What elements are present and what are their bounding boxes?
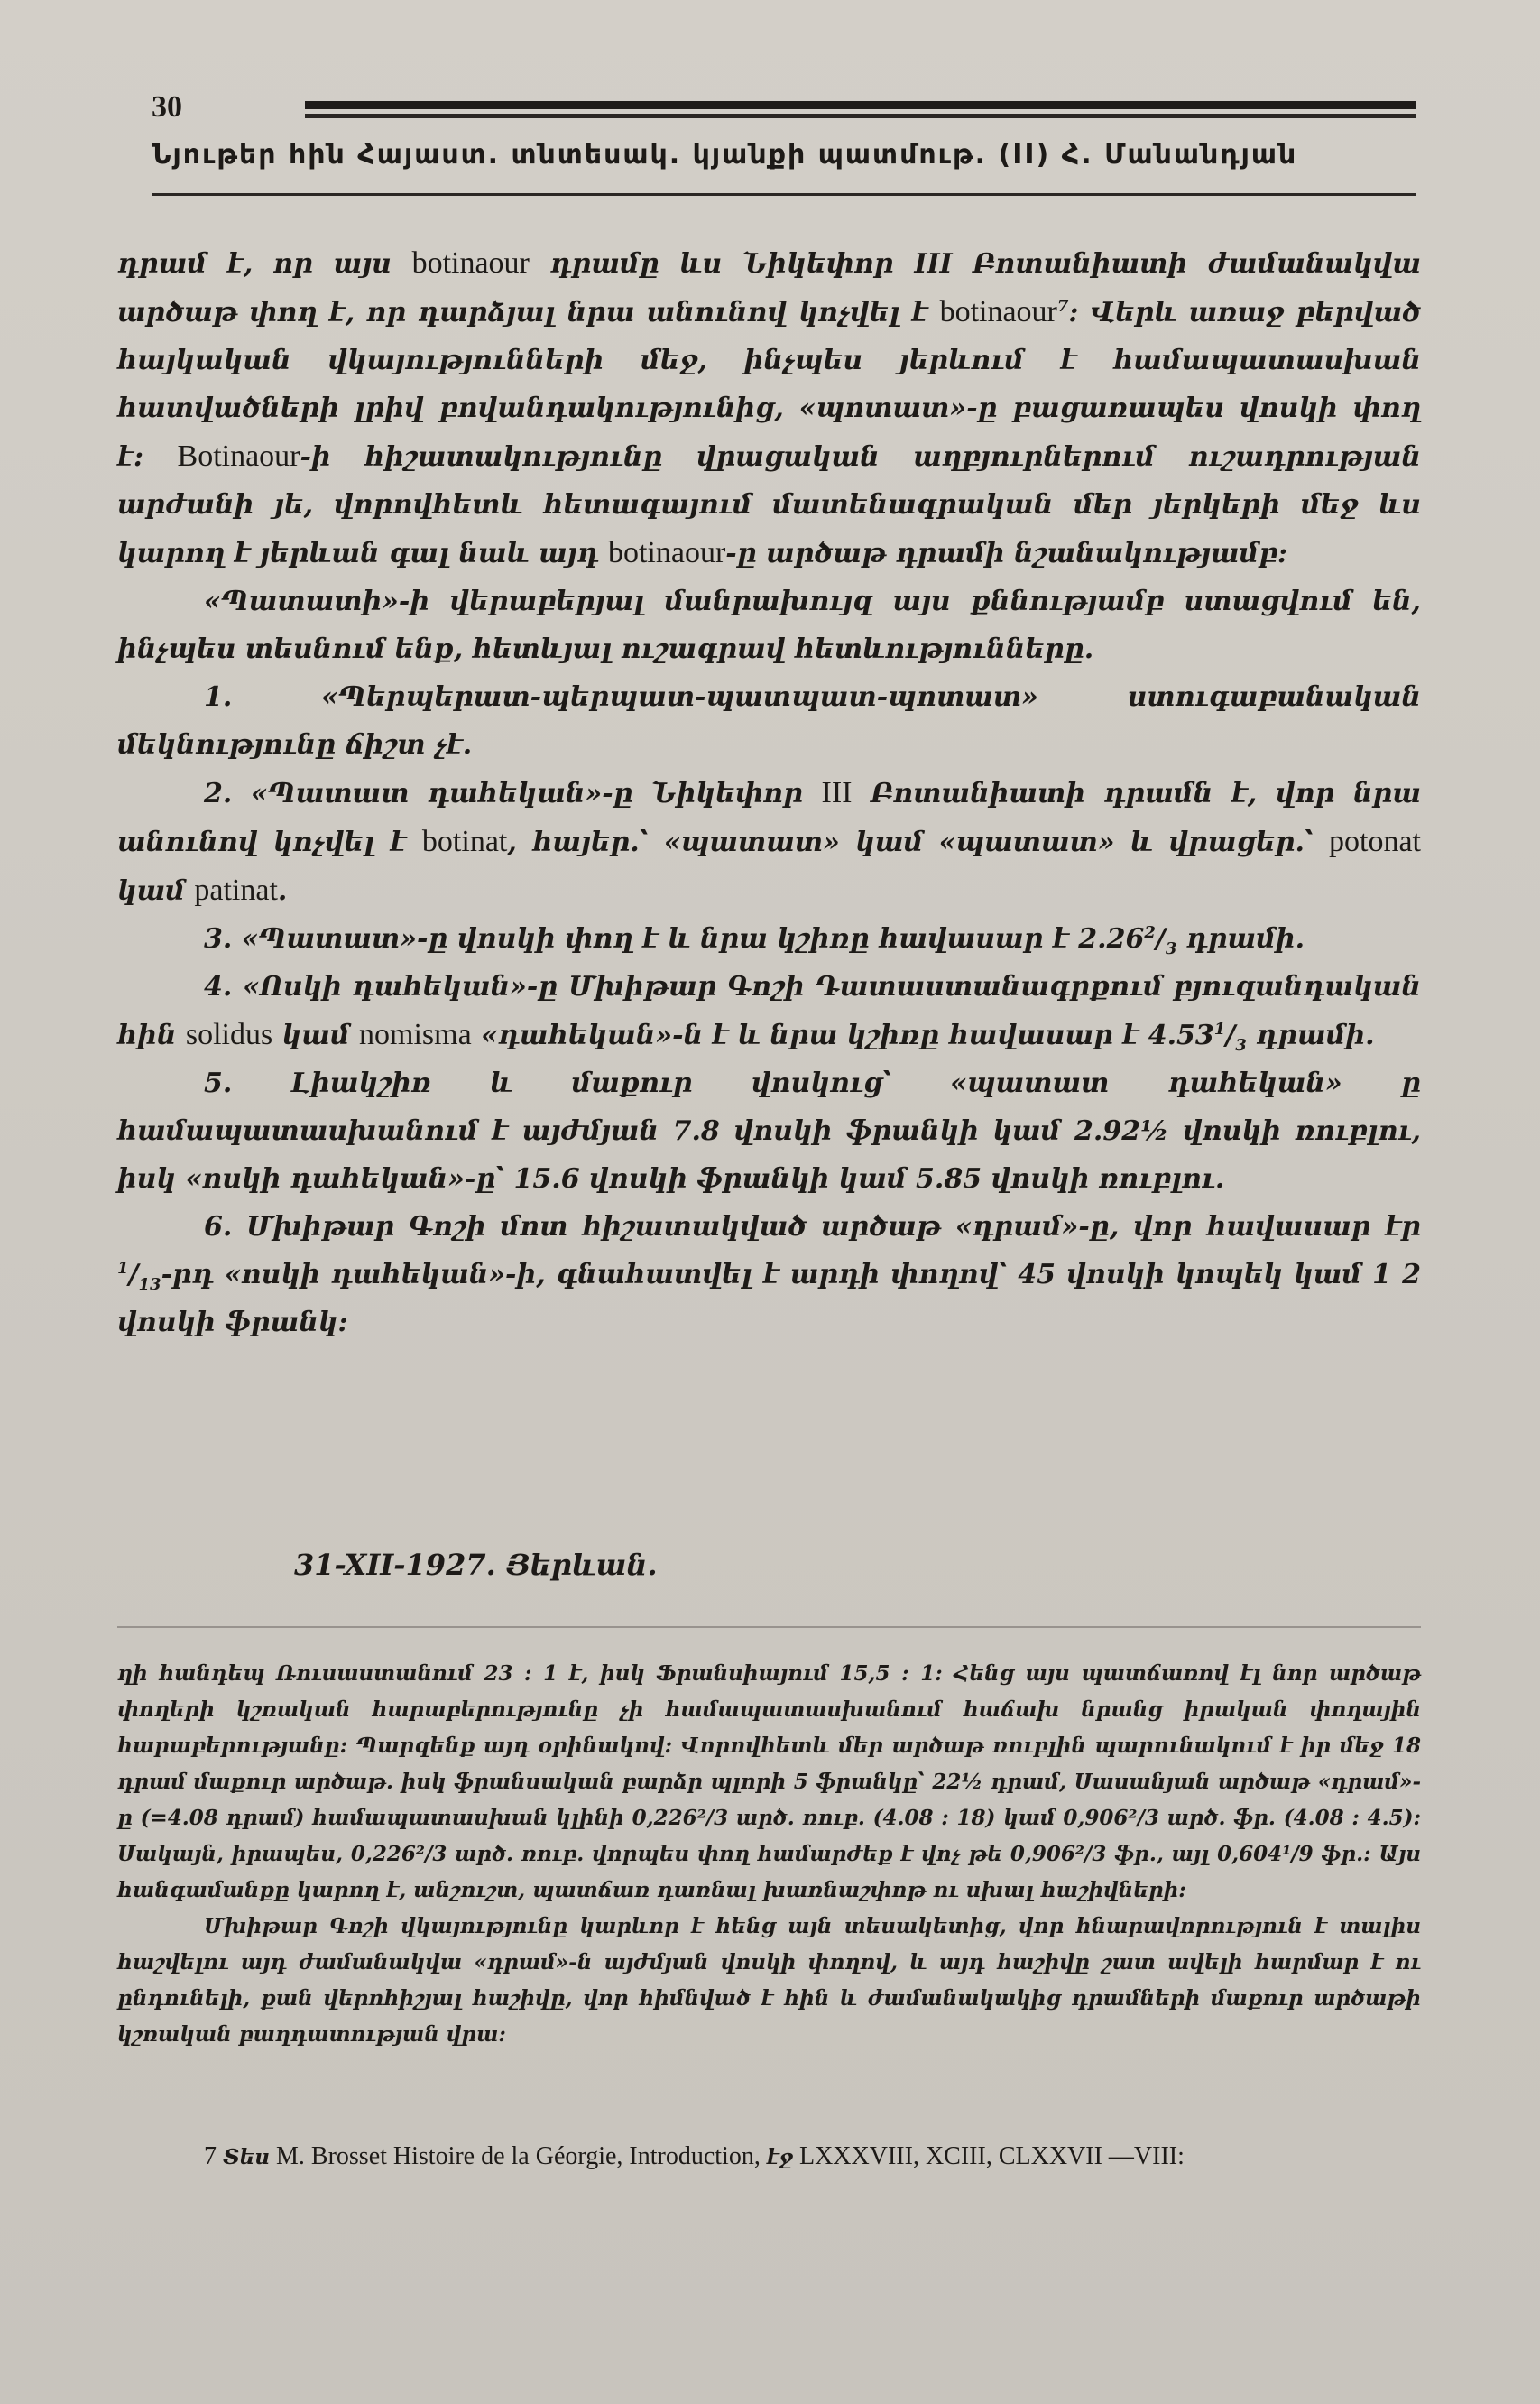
fraction-den: 3 — [1235, 1036, 1247, 1055]
citation-pages: LXXXVIII, XCIII, CLXXVII —VIII: — [798, 2142, 1185, 2170]
page-number: 30 — [152, 90, 182, 124]
text-span: Տես — [223, 2145, 270, 2169]
footnote-paragraph: Մխիթար Գոշի վկայությունը կարևոր է հենց այն տեսակետից, վոր հնարավորություն է տալիս հաշվելու այդ ժամանակվա «դրամ»-ն այժմյան վոսկի փողով, և այդ հաշիվը շատ ավելի հարմար է ու ընդունելի, քան վերոհիշյալ հաշիվը, վոր հիմնված է հին և ժամանակակից դրամների մաքուր արծաթի կշռական բաղդատության վրա: — [117, 1914, 1421, 2047]
latin-term: botinaour — [411, 246, 530, 280]
conclusion-item-3: 3. «Պատատ»-ը վոսկի փող է և նրա կշիռը հավասար է $2.26^2/_3$ դրամի. — [204, 923, 1305, 958]
fraction-num: 1 — [1213, 1020, 1226, 1039]
footnotes — [117, 1656, 1421, 2053]
latin-term: nomisma — [359, 1018, 472, 1051]
latin-term: botinaour — [939, 295, 1057, 328]
text-span: «դահեկան»-ն է և նրա կշիռը հավասար է 4.53 — [471, 1020, 1214, 1051]
latin-term: Botinaour — [177, 439, 300, 473]
text-span: -ը արծաթ դրամի նշանակությամբ: — [725, 538, 1288, 569]
text-span: դրամի. — [1246, 1020, 1375, 1051]
citation-title: M. Brosset Histoire de la Géorgie, Introduction, — [276, 2142, 761, 2170]
text-span: 6. Մխիթար Գոշի մոտ հիշատակված արծաթ «դրամ»-ը, վոր հավասար էր — [204, 1211, 1421, 1243]
conclusion-item-2 — [117, 769, 1421, 915]
footnote-number: 7 — [204, 2142, 217, 2170]
roman-numeral: III — [821, 776, 853, 809]
header-rule-thin — [305, 114, 1416, 118]
conclusion-item-5: 5. Լիակշիռ և մաքուր վոսկուց՝ «պատատ դահեկան» ը համապատասխանում է այժմյան 7.8 վոսկի ֆրանկի կամ 2.92½ վոսկի ռուբլու, իսկ «ոսկի դահեկան»-ը՝ 15.6 վոսկի ֆրանկի կամ 5.85 վոսկի ռուբլու. — [117, 1068, 1421, 1195]
fraction-den: 13 — [138, 1275, 161, 1294]
text-span: 3. «Պատատ»-ը վոսկի փող է և նրա կշիռը հավասար է 2.26 — [204, 923, 1145, 955]
latin-term: potonat — [1329, 825, 1421, 858]
latin-term: botinaour — [607, 536, 726, 569]
latin-term: botinat — [421, 825, 508, 858]
text-span: : Վերև առաջ բերված հայկական վկայությունների մեջ, ինչպես յերևում է համապատասխան հատվածների լրիվ բովանդակությունից, «պոտատ»-ը բացառապես վոսկի փող է: — [117, 297, 1421, 473]
latin-term: solidus — [185, 1018, 273, 1051]
conclusion-item-1: 1. «Պերպերատ-պերպատ-պատպատ-պոտատ» ստուգաբանական մեկնությունը ճիշտ չէ. — [117, 681, 1421, 761]
text-span: 4. «Ոսկի դահեկան»-ը Մխիթար Գոշի Դատաստանագրքում բյուզանդական հին — [117, 971, 1421, 1051]
fraction-num: 1 — [117, 1259, 129, 1278]
header-rule-thick — [305, 101, 1416, 109]
text-span: դրամը ևս Նիկեփոր III Բոտանիատի ժամանակվա արծաթ փող է, որ դարձյալ նրա անունով կոչվել է — [117, 248, 1421, 328]
text-span: 2. «Պատատ դահեկան»-ը Նիկեփոր — [204, 778, 822, 809]
text-span: կամ — [272, 1020, 360, 1051]
text-span: դրամի. — [1176, 923, 1305, 955]
running-head: Նյութեր հին Հայաստ. տնտեսակ. կյանքի պատմութ. (II) Հ. Մանանդյան — [152, 139, 1298, 171]
text-span: էջ — [766, 2145, 793, 2169]
footnote-ref: 7 — [1056, 297, 1069, 316]
text-span: -ի հիշատակությունը վրացական աղբյուրներում ուշադրության արժանի յե, վորովհետև հետագայում մատենագրական մեր յերկերի մեջ ևս կարող է յերևան գալ նաև այդ — [117, 441, 1421, 569]
footnote-separator — [117, 1626, 1421, 1628]
fraction-num: 2 — [1144, 923, 1156, 942]
text-span: , հայեր.՝ «պատատ» կամ «պատատ» և վրացեր.՝ — [507, 827, 1329, 858]
conclusion-item-4: 4. «Ոսկի դահեկան»-ը Մխիթար Գոշի Դատաստանագրքում բյուզանդական հին solidus կամ nomisma «դահեկան»-ն է և նրա կշիռը հավասար է $4.53^1/_3$ դրամի. — [117, 971, 1421, 1055]
text-span: կամ — [117, 875, 195, 907]
text-span: -րդ «ոսկի դահեկան»-ի, գնահատվել է արդի փողով՝ 45 վոսկի կոպեկ կամ 1 2 վոսկի ֆրանկ: — [117, 1259, 1421, 1338]
footnote-continued: ղի հանդեպ Ռուսաստանում 23 : 1 է, իսկ Ֆրանսիայում 15,5 : 1: Հենց այս պատճառով էլ նոր արծաթ փողերի կշռական հարաբերությունը չի համապատասխանում հաճախ նրանց իրական փողային հարաբերությանը: Պարզենք այդ օրինակով: Վորովհետև մեր արծաթ ռուբլին պարունակում է իր մեջ 18 դրամ մաքուր արծաթ. իսկ ֆրանսական բարձր պլորի 5 ֆրանկը՝ 22½ դրամ, Սասանյան արծաթ «դրամ»-ը (=4.08 դրամ) համապատասխան կլինի 0,226²/3 արծ. ռուբ. (4.08 : 18) կամ 0,906²/3 արծ. ֆր. (4.08 : 4.5): Սակայն, իրապես, 0,226²/3 արծ. ռուբ. վորպես փող համարժեք է վոչ թե 0,906²/3 ֆր., այլ 0,604¹/9 ֆր.: Այս հանգամանքը կարող է, անշուշտ, պատճառ դառնալ խառնաշփոթ ու սխալ հաշիվների: — [117, 1661, 1421, 1902]
running-head-rule — [152, 193, 1416, 196]
conclusion-item-6: 6. Մխիթար Գոշի մոտ հիշատակված արծաթ «դրամ»-ը, վոր հավասար էր $^1/_{13}-րդ$ «ոսկի դահեկան»-ի, գնահատվել է արդի փողով՝ 45 վոսկի կոպեկ կամ 1 2 վոսկի ֆրանկ: — [117, 1211, 1421, 1338]
fraction-den: 3 — [1165, 939, 1177, 958]
footnote-7 — [117, 2134, 1421, 2180]
text-span: . — [277, 875, 288, 907]
latin-term: patinat — [194, 874, 278, 907]
text-span: դրամ է, որ այս — [117, 248, 412, 280]
main-body — [117, 239, 1421, 1346]
paragraph-2: «Պատատի»-ի վերաբերյալ մանրախույզ այս քննությամբ ստացվում են, ինչպես տեսնում ենք, հետևյալ ուշագրավ հետևությունները. — [117, 586, 1421, 665]
text-span: Բոտանիատի դրամն է, վոր նրա անունով կոչվել է — [117, 778, 1421, 858]
paragraph-1 — [117, 239, 1421, 578]
date-signature: 31-XII-1927. Յերևան. — [294, 1548, 658, 1582]
